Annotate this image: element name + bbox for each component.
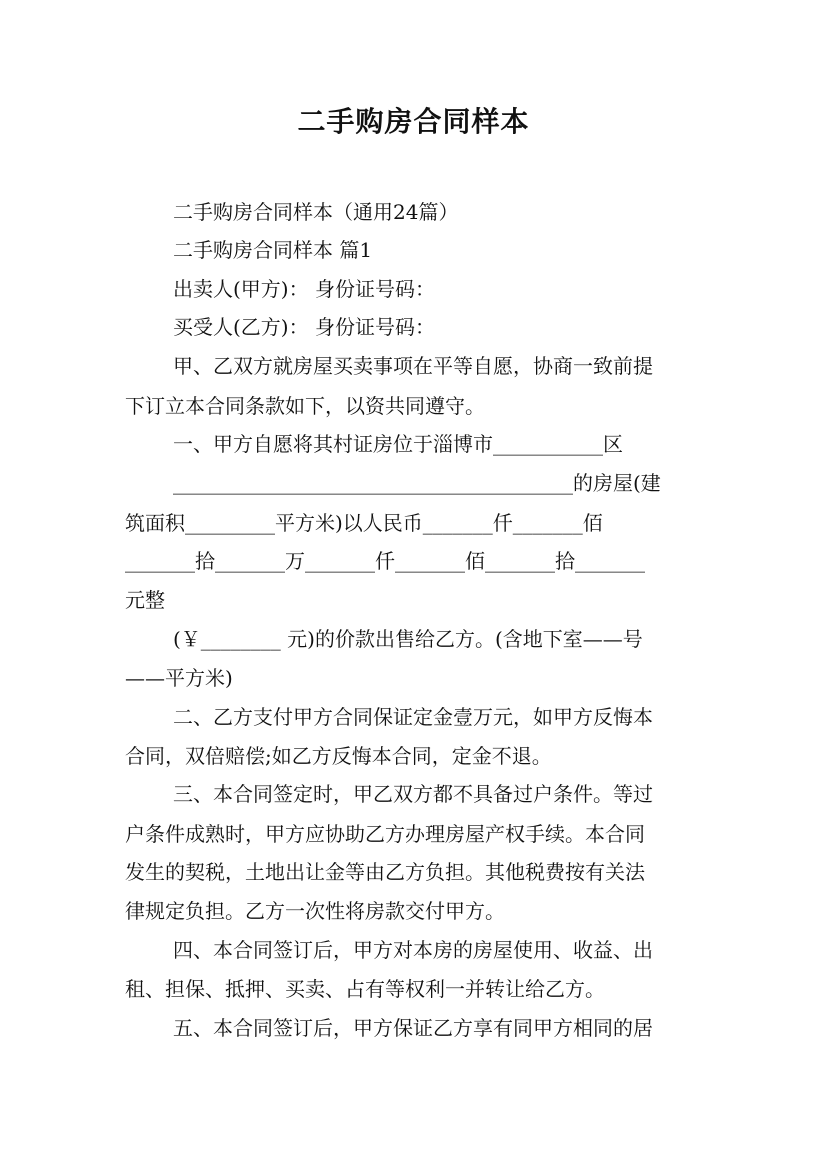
clause-line: ——平方米) <box>125 666 233 690</box>
clause-line: 四、本合同签订后，甲方对本房的房屋使用、收益、出 <box>173 938 653 962</box>
clause-line: 律规定负担。乙方一次性将房款交付甲方。 <box>125 899 505 923</box>
clause-line: ________________________________________的房屋(建 <box>173 471 661 495</box>
clause-line: 合同，双倍赔偿;如乙方反悔本合同，定金不退。 <box>125 744 552 768</box>
clause-line: 元整 <box>125 588 165 612</box>
clause-line: 筑面积_________平方米)以人民币_______仟_______佰 <box>125 511 603 535</box>
clause-line: 户条件成熟时，甲方应协助乙方办理房屋产权手续。本合同 <box>125 822 645 846</box>
clause-line: _______拾_______万_______仟_______佰_______拾_______ <box>125 549 645 573</box>
clause-line: 三、本合同签定时，甲乙双方都不具备过户条件。等过 <box>173 782 653 806</box>
clause-line: 一、甲方自愿将其村证房位于淄博市___________区 <box>173 432 623 456</box>
seller-line: 出卖人(甲方)： 身份证号码： <box>173 277 435 301</box>
subtitle-line: 二手购房合同样本（通用24篇） <box>173 200 459 224</box>
clause-line: 五、本合同签订后，甲方保证乙方享有同甲方相同的居 <box>173 1016 653 1040</box>
paragraph-line: 甲、乙双方就房屋买卖事项在平等自愿，协商一致前提 <box>173 354 653 378</box>
clause-line: 租、担保、抵押、买卖、占有等权利一并转让给乙方。 <box>125 977 605 1001</box>
buyer-line: 买受人(乙方)： 身份证号码： <box>173 315 435 339</box>
clause-line: 发生的契税，土地出让金等由乙方负担。其他税费按有关法 <box>125 860 645 884</box>
paragraph-line: 下订立本合同条款如下，以资共同遵守。 <box>125 394 485 418</box>
clause-line: (￥________ 元)的价款出售给乙方。(含地下室——号 <box>173 627 643 651</box>
document-title: 二手购房合同样本 <box>297 105 530 138</box>
clause-line: 二、乙方支付甲方合同保证定金壹万元，如甲方反悔本 <box>173 705 653 729</box>
section-heading: 二手购房合同样本 篇1 <box>173 238 373 262</box>
